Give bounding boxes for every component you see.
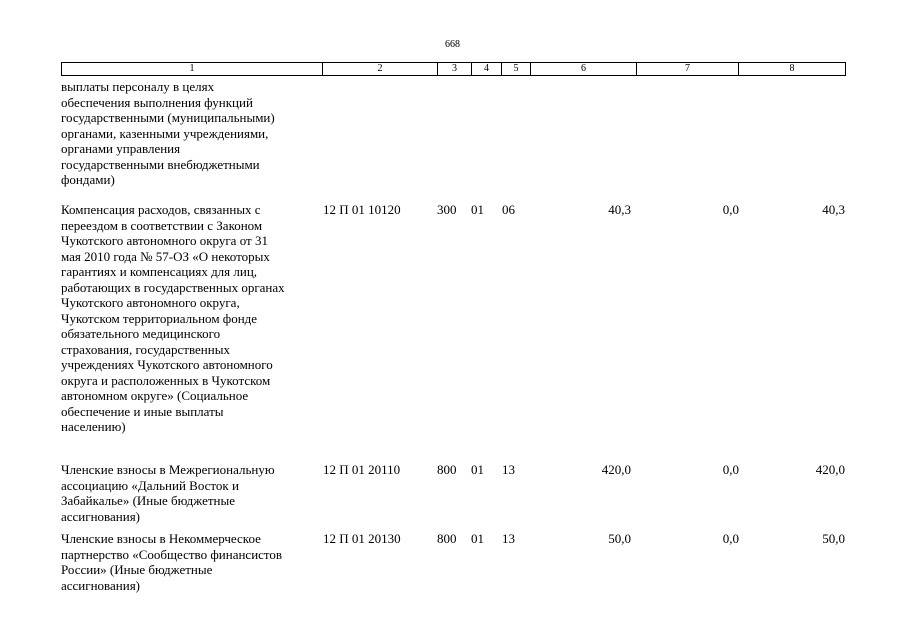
row-col-4: 01	[471, 531, 484, 546]
page-number: 668	[445, 39, 460, 50]
row-description: выплаты персоналу в целях обеспечения выполнения функций государственными (муниципальными) органами, казенными учреждениями, органами управления государственными внебюджетными фондами)	[61, 79, 275, 187]
row-col-3: 300	[437, 202, 457, 217]
row-col-5: 06	[502, 202, 515, 217]
row-col-8: 420,0	[815, 462, 845, 477]
header-col-7: 7	[685, 63, 690, 74]
header-col-5: 5	[513, 63, 519, 74]
row-col-6: 50,0	[608, 531, 631, 546]
row-col-7: 0,0	[722, 531, 739, 546]
row-col-3: 800	[437, 531, 457, 546]
header-col-4: 4	[484, 63, 489, 74]
header-col-3: 3	[452, 63, 457, 74]
row-col-5: 13	[502, 462, 515, 477]
row-description: Компенсация расходов, связанных с переездом в соответствии с Законом Чукотского автономного округа от 31 мая 2010 года № 57-ОЗ «О некоторых гарантиях и компенсациях для лиц, работающих в государственных органах Чукотского автономного округа, Чукотском территориальном фонде обязательного медицинского страхования, государственных учреждениях Чукотского автономного округа и расположенных в Чукотском автономном округе» (Социальное обеспечение и иные выплаты населению)	[61, 202, 285, 434]
row-col-6: 420,0	[601, 462, 631, 477]
header-col-1: 1	[189, 63, 195, 74]
row-col-3: 800	[437, 462, 457, 477]
row-col-8: 50,0	[822, 531, 845, 546]
row-col-6: 40,3	[608, 202, 631, 217]
row-col-7: 0,0	[722, 202, 739, 217]
row-description: Членские взносы в Межрегиональную ассоциацию «Дальний Восток и Забайкалье» (Иные бюджетные ассигнования)	[61, 462, 275, 524]
row-col-7: 0,0	[722, 462, 739, 477]
header-col-2: 2	[377, 63, 383, 74]
row-col-5: 13	[502, 531, 515, 546]
row-col-4: 01	[471, 462, 484, 477]
row-code: 12 П 01 10120	[323, 202, 401, 217]
header-col-6: 6	[581, 63, 586, 74]
row-code: 12 П 01 20110	[323, 462, 401, 477]
table-header	[61, 62, 846, 76]
row-code: 12 П 01 20130	[323, 531, 401, 546]
header-col-8: 8	[789, 63, 795, 74]
row-col-8: 40,3	[822, 202, 845, 217]
row-col-4: 01	[471, 202, 484, 217]
row-description: Членские взносы в Некоммерческое партнерство «Сообщество финансистов России» (Иные бюджетные ассигнования)	[61, 531, 283, 593]
